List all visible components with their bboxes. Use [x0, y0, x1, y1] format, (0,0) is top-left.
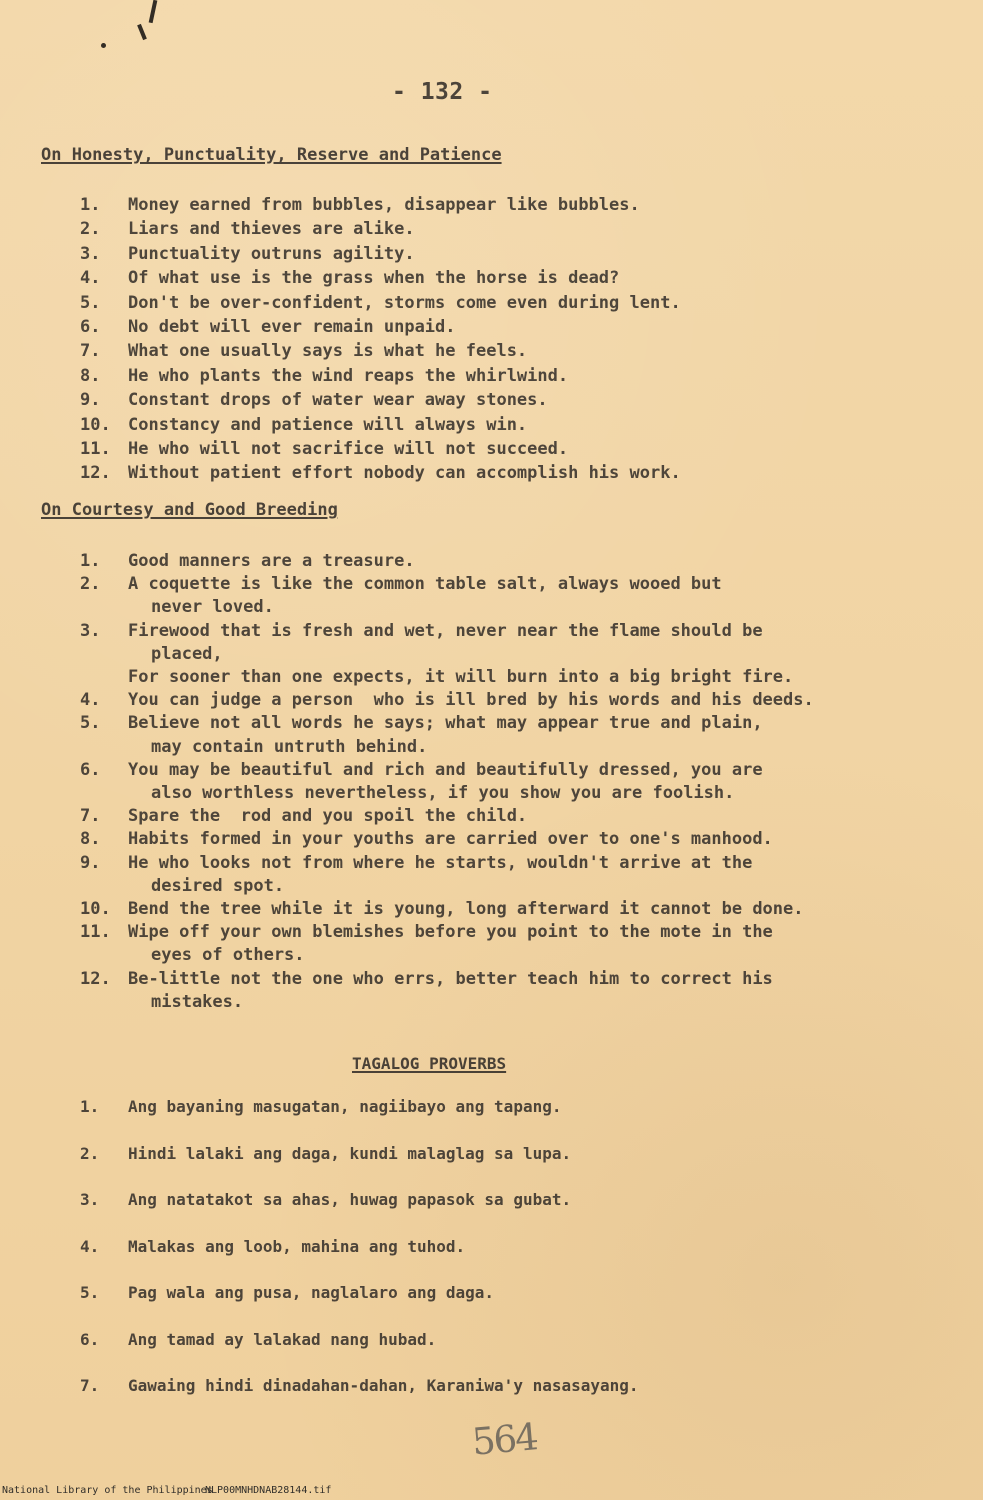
- item-text: Spare the rod and you spoil the child.: [128, 806, 528, 827]
- item-text-block: [128, 620, 940, 666]
- item-text: Good manners are a treasure.: [128, 551, 415, 571]
- pen-mark: [149, 0, 158, 23]
- item-number: 2.: [80, 574, 101, 595]
- item-number: 4.: [80, 1236, 100, 1256]
- honesty-proverbs-list: [80, 193, 840, 486]
- item-text: No debt will ever remain unpaid.: [128, 317, 456, 338]
- list-item: [80, 339, 840, 363]
- item-text: You can judge a person who is ill bred by his words and his deeds.: [128, 690, 814, 711]
- item-text: He who plants the wind reaps the whirlwind.: [128, 365, 569, 386]
- list-item: [80, 291, 840, 315]
- item-text-line: Firewood that is fresh and wet, never near the flame should be: [128, 620, 763, 641]
- item-text: Ang bayaning masugatan, nagiibayo ang tapang.: [128, 1097, 562, 1116]
- list-item: [80, 689, 940, 712]
- section-heading-honesty: On Honesty, Punctuality, Reserve and Patience: [41, 145, 502, 165]
- footer-right-text: NLP00MNHDNAB28144.tif: [205, 1485, 332, 1496]
- section-heading-courtesy: On Courtesy and Good Breeding: [41, 500, 338, 520]
- item-number: 7.: [80, 806, 101, 827]
- item-text: He who will not sacrifice will not succeed.: [128, 439, 569, 460]
- list-item: [80, 266, 840, 290]
- list-item: [80, 388, 840, 412]
- footer-left-text: National Library of the Philippines: [2, 1485, 213, 1496]
- list-item: [80, 1237, 900, 1257]
- list-item: [80, 828, 940, 851]
- list-item: [80, 573, 940, 619]
- list-item: [80, 217, 840, 241]
- list-item: [80, 898, 940, 921]
- list-item: [80, 1376, 900, 1396]
- pen-mark: [137, 24, 147, 40]
- section-heading-tagalog: TAGALOG PROVERBS: [352, 1054, 507, 1073]
- scan-footer: [0, 1482, 983, 1500]
- item-text: Malakas ang loob, mahina ang tuhod.: [128, 1236, 466, 1256]
- item-text: What one usually says is what he feels.: [128, 341, 528, 362]
- item-number: 9.: [80, 390, 101, 411]
- list-item: [80, 805, 940, 828]
- item-text-block: [128, 759, 940, 805]
- item-text-line: placed,: [151, 643, 223, 664]
- list-item: [80, 1190, 900, 1210]
- item-text: Pag wala ang pusa, naglalaro ang daga.: [128, 1283, 495, 1302]
- item-number: 12.: [80, 463, 111, 484]
- item-number: 4.: [80, 690, 101, 711]
- item-text: Hindi lalaki ang daga, kundi malaglag sa lupa.: [128, 1143, 572, 1163]
- list-item: [80, 852, 940, 898]
- list-item: [80, 413, 840, 437]
- item-number: 6.: [80, 759, 101, 780]
- item-number: 5.: [80, 1283, 100, 1302]
- item-number: 5.: [80, 292, 101, 313]
- list-item: [80, 193, 840, 217]
- item-text: Liars and thieves are alike.: [128, 219, 415, 240]
- item-number: 4.: [80, 268, 101, 289]
- item-number: 1.: [80, 1097, 100, 1116]
- item-text: Bend the tree while it is young, long afterward it cannot be done.: [128, 899, 804, 920]
- list-item: [80, 315, 840, 339]
- item-text-line: may contain untruth behind.: [151, 736, 428, 757]
- item-text-block: [128, 921, 940, 967]
- item-number: 6.: [80, 317, 101, 338]
- list-item: [80, 437, 840, 461]
- item-text-block: [128, 573, 940, 619]
- list-item: [80, 242, 840, 266]
- item-number: 6.: [80, 1329, 100, 1349]
- item-number: 8.: [80, 365, 101, 386]
- list-item: [80, 620, 940, 690]
- list-item: [80, 1283, 900, 1303]
- item-number: 10.: [80, 899, 111, 920]
- item-text-line: never loved.: [151, 597, 274, 618]
- item-text-line: eyes of others.: [151, 945, 305, 966]
- item-text: Constant drops of water wear away stones.: [128, 390, 548, 411]
- item-number: 8.: [80, 829, 101, 850]
- handwritten-page-number: 564: [470, 1415, 539, 1464]
- item-text: Money earned from bubbles, disappear like bubbles.: [128, 195, 640, 215]
- item-text-line: mistakes.: [151, 991, 244, 1012]
- item-text-block: [128, 968, 940, 1014]
- item-number: 1.: [80, 551, 101, 571]
- courtesy-proverbs-list: [80, 550, 940, 1014]
- item-number: 11.: [80, 922, 111, 943]
- list-item: [80, 1097, 900, 1117]
- item-text: Punctuality outruns agility.: [128, 243, 415, 264]
- item-text-line: Believe not all words he says; what may appear true and plain,: [128, 713, 763, 734]
- item-number: 5.: [80, 713, 101, 734]
- item-text: Gawaing hindi dinadahan-dahan, Karaniwa'y nasasayang.: [128, 1376, 639, 1395]
- item-text-line: You may be beautiful and rich and beautifully dressed, you are: [128, 759, 763, 780]
- item-text-block: [128, 712, 940, 758]
- list-item: [80, 1330, 900, 1350]
- item-number: 7.: [80, 341, 101, 362]
- list-item: [80, 364, 840, 388]
- list-item: [80, 712, 940, 758]
- item-text-line: desired spot.: [151, 875, 285, 896]
- item-text-line: Wipe off your own blemishes before you point to the mote in the: [128, 922, 773, 943]
- item-number: 1.: [80, 195, 101, 215]
- list-item: [80, 968, 940, 1014]
- item-text: Don't be over-confident, storms come even during lent.: [128, 292, 681, 313]
- item-number: 2.: [80, 219, 101, 240]
- item-number: 3.: [80, 1190, 100, 1209]
- item-number: 10.: [80, 414, 111, 435]
- item-text-block: [128, 852, 940, 898]
- list-item: [80, 759, 940, 805]
- list-item: [80, 1144, 900, 1164]
- pen-mark: [101, 43, 106, 48]
- list-item: [80, 461, 840, 485]
- item-text: Habits formed in your youths are carried over to one's manhood.: [128, 829, 773, 850]
- item-number: 2.: [80, 1143, 100, 1163]
- item-text: Constancy and patience will always win.: [128, 414, 528, 435]
- item-continuation-line: For sooner than one expects, it will burn into a big bright fire.: [128, 667, 794, 688]
- item-text-line: also worthless nevertheless, if you show you are foolish.: [151, 783, 735, 804]
- item-text: Of what use is the grass when the horse is dead?: [128, 268, 620, 289]
- item-text-line: He who looks not from where he starts, wouldn't arrive at the: [128, 852, 753, 873]
- item-text: Ang tamad ay lalakad nang hubad.: [128, 1329, 437, 1349]
- tagalog-proverbs-list: [80, 1097, 900, 1423]
- item-number: 3.: [80, 620, 101, 641]
- item-text: Ang natatakot sa ahas, huwag papasok sa gubat.: [128, 1190, 572, 1209]
- item-number: 12.: [80, 968, 111, 989]
- list-item: [80, 550, 940, 573]
- page-number: - 132 -: [392, 79, 493, 105]
- item-number: 9.: [80, 852, 101, 873]
- list-item: [80, 921, 940, 967]
- item-number: 7.: [80, 1376, 100, 1395]
- item-text: Without patient effort nobody can accomplish his work.: [128, 463, 681, 484]
- item-text-line: A coquette is like the common table salt, always wooed but: [128, 574, 722, 595]
- item-number: 3.: [80, 243, 101, 264]
- item-text-line: Be-little not the one who errs, better teach him to correct his: [128, 968, 773, 989]
- item-number: 11.: [80, 439, 111, 460]
